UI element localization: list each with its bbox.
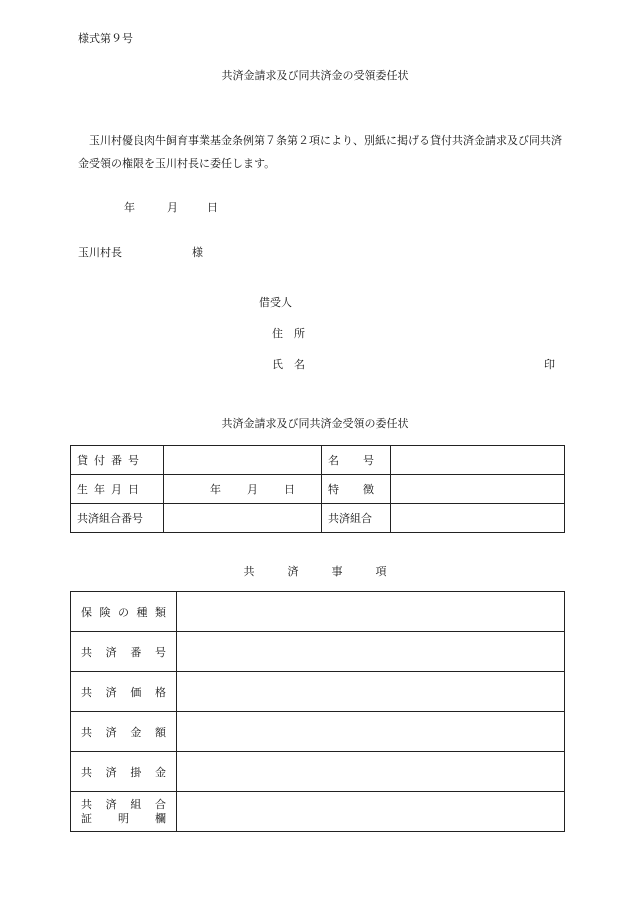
table-row: [71, 475, 565, 504]
loan-table: [70, 445, 565, 533]
table-row: [71, 752, 565, 792]
union-certification-field[interactable]: [177, 792, 565, 832]
table-row: [71, 592, 565, 632]
body-paragraph: 玉川村優良肉牛飼育事業基金条例第７条第２項により、別紙に掲げる貸付共済金請求及び同共済金受領の権限を玉川村長に委任します。: [78, 134, 562, 170]
table-row: [71, 792, 565, 832]
coverage-value-label: 共済価格: [71, 672, 177, 712]
addressee: [78, 244, 203, 260]
premium-label: 共済掛金: [71, 752, 177, 792]
loan-number-label: 貸付番号: [71, 446, 164, 475]
coverage-table: [70, 591, 565, 832]
addressee-name: 玉川村長: [78, 246, 122, 259]
table-row: [71, 672, 565, 712]
form-number: 様式第９号: [78, 32, 133, 45]
document-title: 共済金請求及び同共済金の受領委任状: [221, 69, 409, 82]
premium-field[interactable]: [177, 752, 565, 792]
coverage-number-label: 共済番号: [71, 632, 177, 672]
birth-year-label: 年: [210, 483, 221, 496]
coverage-table-title: 共 済 事 項: [243, 565, 387, 578]
address-label: 住 所: [272, 327, 305, 340]
loan-table-title: 共済金請求及び同共済金受領の委任状: [221, 417, 409, 430]
insurance-type-field[interactable]: [177, 592, 565, 632]
seal-mark: 印: [544, 358, 555, 371]
union-label: 共済組合: [322, 504, 391, 533]
date-day-label: 日: [207, 201, 218, 214]
name-number-label: 名 号: [322, 446, 391, 475]
insurance-type-label: 保険の種類: [71, 592, 177, 632]
birth-date-label: 生年月日: [71, 475, 164, 504]
loan-number-field[interactable]: [164, 446, 322, 475]
date-month-label: 月: [167, 201, 178, 214]
table-row: [71, 632, 565, 672]
coverage-value-field[interactable]: [177, 672, 565, 712]
features-field[interactable]: [391, 475, 565, 504]
addressee-honorific: 様: [192, 246, 203, 259]
features-label: 特 徴: [322, 475, 391, 504]
table-row: [71, 504, 565, 533]
date-line: [124, 199, 218, 215]
coverage-amount-label: 共済金額: [71, 712, 177, 752]
date-year-label: 年: [124, 201, 135, 214]
union-number-label: 共済組合番号: [71, 504, 164, 533]
birth-date-field[interactable]: [164, 475, 322, 504]
table-row: [71, 712, 565, 752]
birth-day-label: 日: [284, 483, 295, 496]
table-row: [71, 446, 565, 475]
birth-month-label: 月: [247, 483, 258, 496]
coverage-amount-field[interactable]: [177, 712, 565, 752]
name-label: 氏 名: [272, 358, 305, 371]
union-certification-label: 共済組合 証明欄: [71, 792, 177, 832]
coverage-number-field[interactable]: [177, 632, 565, 672]
borrower-label: 借受人: [259, 296, 292, 309]
name-number-field[interactable]: [391, 446, 565, 475]
union-field[interactable]: [391, 504, 565, 533]
union-number-field[interactable]: [164, 504, 322, 533]
